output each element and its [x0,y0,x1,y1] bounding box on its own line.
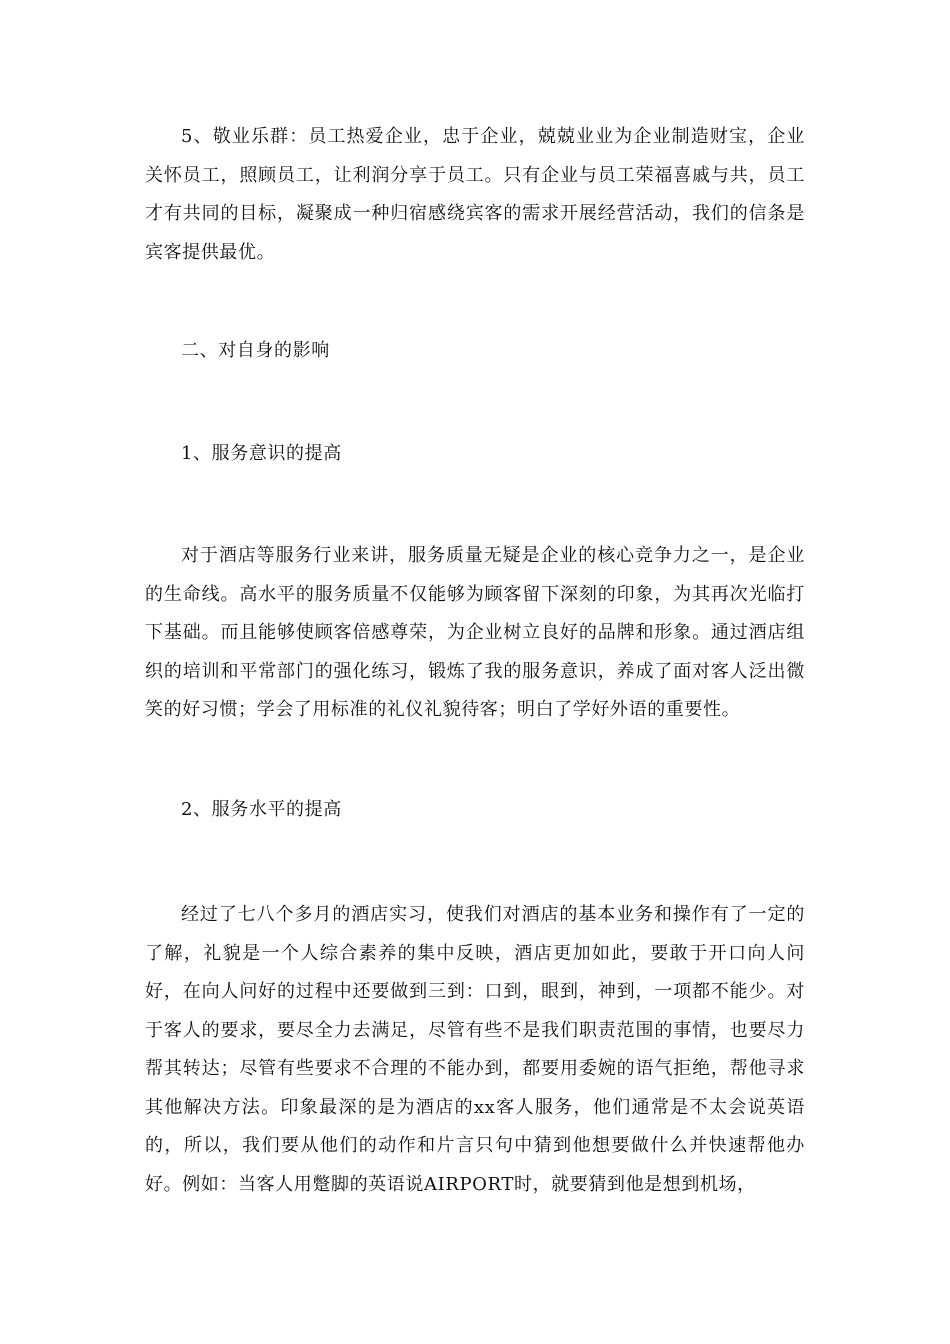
paragraph-service-awareness: 对于酒店等服务行业来讲，服务质量无疑是企业的核心竞争力之一，是企业的生命线。高水平的服务质量不仅能够为顾客留下深刻的印象，为其再次光临打下基础。而且能够使顾客倍感尊荣，为企业树立良好的品牌和形象。通过酒店组织的培训和平常部门的强化练习，锻炼了我的服务意识，养成了面对客人泛出微笑的好习惯；学会了用标准的礼仪礼貌待客；明白了学好外语的重要性。 [145,545,805,720]
paragraph-dedication: 5、敬业乐群：员工热爱企业，忠于企业，兢兢业业为企业制造财宝，企业关怀员工，照顾员工，让利润分享于员工。只有企业与员工荣福喜戚与共，员工才有共同的目标，凝聚成一种归宿感绕宾客的需求开展经营活动，我们的信条是 宾客提供最优。 [145,126,805,263]
section-heading-self-impact: 二、对自身的影响 [181,340,330,361]
paragraph-service-level: 经过了七八个多月的酒店实习，使我们对酒店的基本业务和操作有了一定的了解，礼貌是一个人综合素养的集中反映，酒店更加如此，要敢于开口向人问好，在向人问好的过程中还要做到三到：口到，眼到，神到，一项都不能少。对于客人的要求，要尽全力去满足，尽管有些不是我们职责范围的事情，也要尽力帮其转达；尽管有些要求不合理的不能办到，都要用委婉的语气拒绝，帮他寻求其他解决方法。印象最深的是为酒店的xx客人服务，他们通常是不太会说英语的，所以，我们要从他们的动作和片言只句中猜到他想要做什么并快速帮他办好。例如：当客人用蹩脚的英语说AIRPORT时，就要猜到他是想到机场， [145,904,805,1195]
subheading-service-awareness: 1、服务意识的提高 [181,443,342,464]
subheading-service-level: 2、服务水平的提高 [181,799,342,820]
